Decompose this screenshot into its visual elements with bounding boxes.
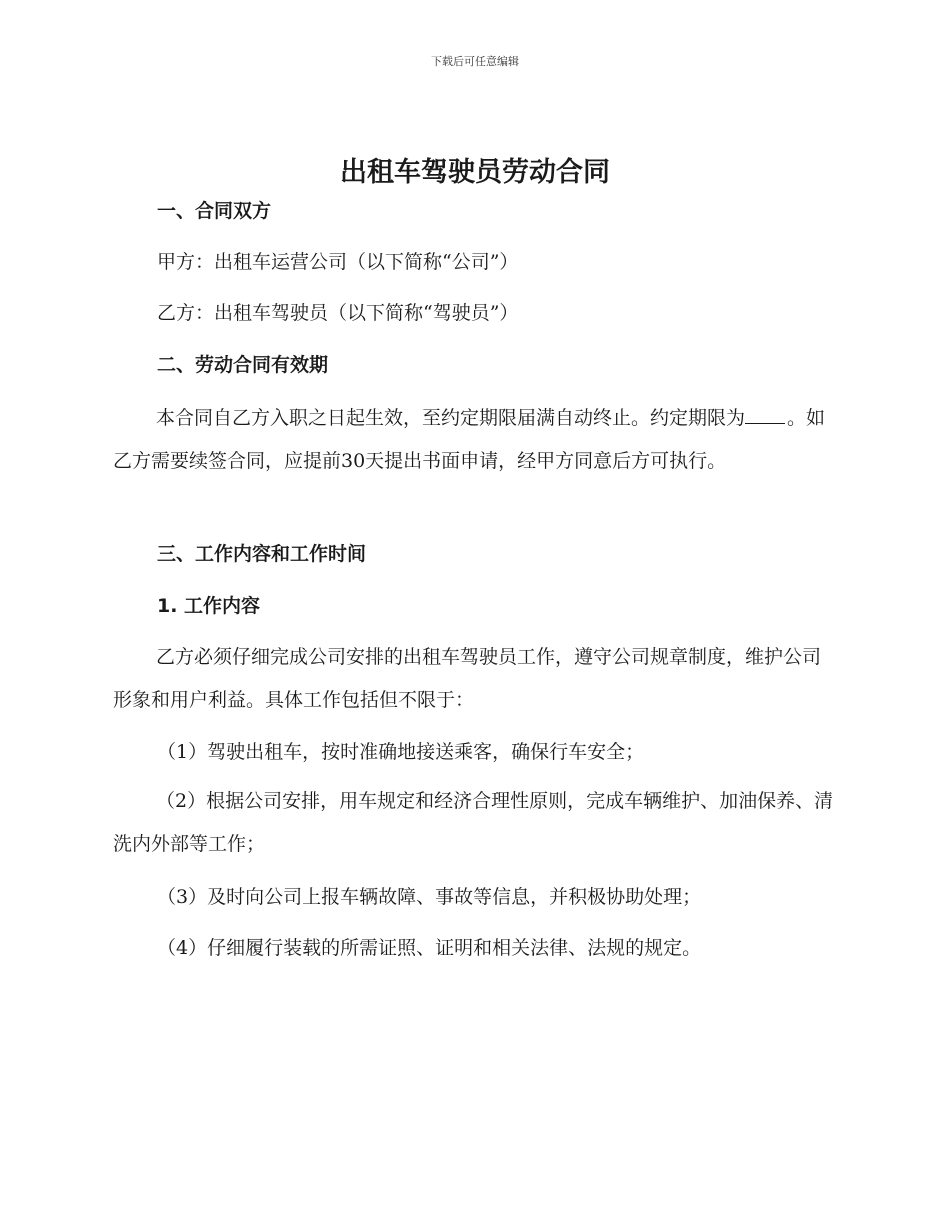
- work-item-4: （4）仔细履行装载的所需证照、证明和相关法律、法规的规定。: [157, 937, 702, 959]
- section-1-heading: 一、合同双方: [157, 200, 272, 222]
- validity-text-start: 本合同自乙方入职之日起生效，至约定期限届满自动终止。约定期限为: [156, 407, 746, 429]
- validity-paragraph: [113, 397, 838, 482]
- section-3-heading: 三、工作内容和工作时间: [157, 543, 367, 565]
- document-title: 出租车驾驶员劳动合同: [340, 157, 610, 188]
- work-item-1: （1）驾驶出租车，按时准确地接送乘客，确保行车安全；: [157, 741, 645, 763]
- section-2-heading: 二、劳动合同有效期: [157, 354, 329, 376]
- term-blank-field: [745, 405, 785, 424]
- validity-text-end: 。如乙方需要续签合同，应提前30天提出书面申请，经甲方同意后方可执行。: [113, 407, 826, 472]
- work-item-3: （3）及时向公司上报车辆故障、事故等信息，并积极协助处理；: [157, 886, 702, 908]
- work-item-2: （2）根据公司安排，用车规定和经济合理性原则，完成车辆维护、加油保养、清洗内外部等工作；: [113, 790, 834, 855]
- subsection-1-heading: 1. 工作内容: [157, 595, 261, 617]
- page-header: 下载后可任意编辑: [431, 55, 519, 68]
- work-intro-paragraph: 乙方必须仔细完成公司安排的出租车驾驶员工作，遵守公司规章制度，维护公司形象和用户利益。具体工作包括但不限于：: [113, 646, 822, 711]
- party-a-line: 甲方：出租车运营公司（以下简称“公司”）: [157, 251, 519, 273]
- party-b-line: 乙方：出租车驾驶员（以下简称“驾驶员”）: [157, 302, 519, 324]
